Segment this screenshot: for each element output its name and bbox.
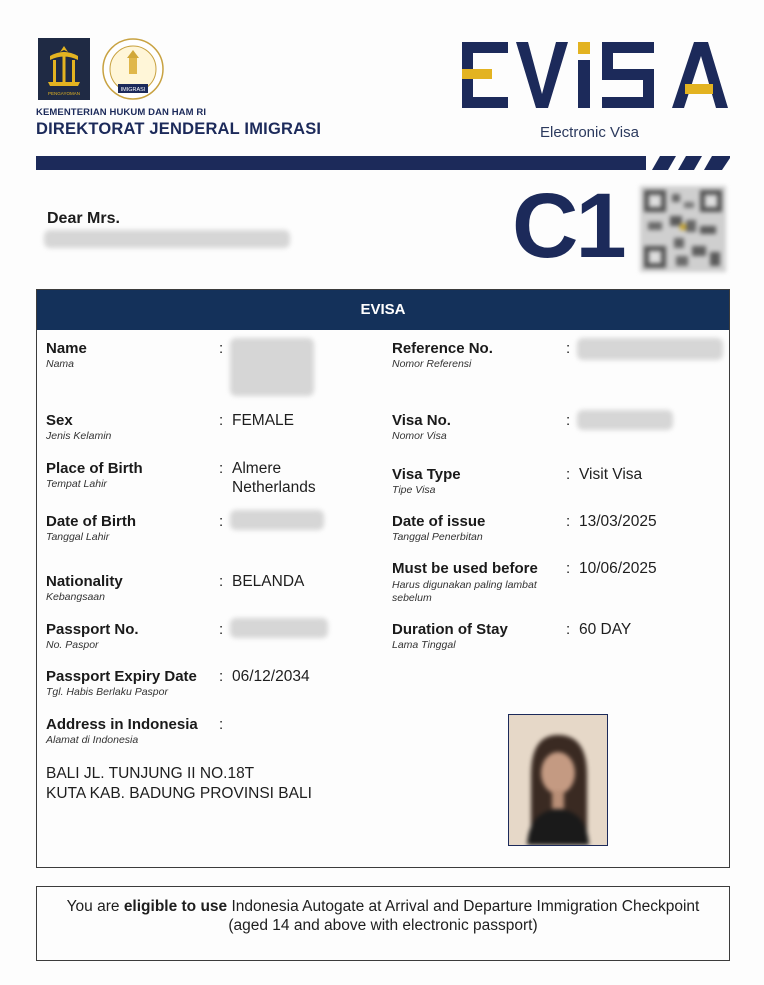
date-of-birth-sublabel: Tanggal Lahir — [46, 531, 110, 543]
evisa-logo — [458, 38, 730, 112]
visa-box-title: EVISA — [37, 290, 729, 330]
sex-label: Sex — [46, 412, 73, 429]
qr-code — [640, 186, 726, 272]
visa-no-label: Visa No. — [392, 412, 451, 429]
visa-no-redacted — [577, 410, 673, 430]
autogate-notice-text — [37, 897, 729, 916]
greeting-salutation: Dear Mrs. — [47, 210, 120, 227]
evisa-subtitle: Electronic Visa — [540, 124, 639, 141]
duration-of-stay-sublabel: Lama Tinggal — [392, 639, 456, 651]
must-be-used-before-sublabel-2: sebelum — [392, 592, 432, 604]
autogate-notice — [36, 886, 730, 961]
passport-no-redacted — [230, 618, 328, 638]
passport-expiry-label: Passport Expiry Date — [46, 668, 197, 685]
notice-age-condition: (aged 14 and above with electronic passport) — [228, 917, 538, 934]
address-line-1: BALI JL. TUNJUNG II NO.18T — [46, 765, 255, 782]
name-value-redacted — [230, 338, 314, 396]
date-of-issue-value: 13/03/2025 — [579, 513, 657, 530]
address-sublabel: Alamat di Indonesia — [46, 734, 139, 746]
visa-type-label: Visa Type — [392, 466, 461, 483]
visa-type-colon: : — [566, 466, 571, 483]
sex-colon: : — [219, 412, 224, 429]
date-of-issue-sublabel: Tanggal Penerbitan — [392, 531, 483, 543]
date-of-birth-label: Date of Birth — [46, 513, 136, 530]
passport-no-colon: : — [219, 621, 224, 638]
duration-of-stay-value: 60 DAY — [579, 621, 632, 638]
must-be-used-before-sublabel: Harus digunakan paling lambat — [392, 579, 537, 591]
date-of-issue-label: Date of issue — [392, 513, 486, 530]
imigrasi-logo — [100, 36, 166, 102]
passport-no-sublabel: No. Paspor — [46, 639, 99, 651]
notice-emphasis: eligible to use — [123, 898, 228, 915]
passport-expiry-sublabel: Tgl. Habis Berlaku Paspor — [46, 686, 168, 698]
sex-sublabel: Jenis Kelamin — [46, 430, 112, 442]
visa-no-sublabel: Nomor Visa — [392, 430, 447, 442]
date-of-issue-colon: : — [566, 513, 571, 530]
svg-text:PENGAYOMAN: PENGAYOMAN — [48, 91, 80, 96]
date-of-birth-redacted — [230, 510, 324, 530]
passport-expiry-value: 06/12/2034 — [232, 668, 310, 685]
ministry-name: KEMENTERIAN HUKUM DAN HAM RI — [36, 107, 207, 118]
address-line-2: KUTA KAB. BADUNG PROVINSI BALI — [46, 785, 312, 802]
name-label: Name — [46, 340, 87, 357]
must-be-used-before-label: Must be used before — [392, 560, 538, 577]
place-of-birth-colon: : — [219, 460, 224, 477]
reference-no-sublabel: Nomor Referensi — [392, 358, 472, 370]
reference-no-colon: : — [566, 340, 571, 357]
name-sublabel: Nama — [46, 358, 75, 370]
place-of-birth-label: Place of Birth — [46, 460, 143, 477]
place-of-birth-country: Netherlands — [232, 479, 316, 496]
nationality-value: BELANDA — [232, 573, 305, 590]
visa-code: C1 — [512, 175, 624, 277]
header-divider — [36, 156, 730, 170]
duration-of-stay-colon: : — [566, 621, 571, 638]
date-of-birth-colon: : — [219, 513, 224, 530]
nationality-colon: : — [219, 573, 224, 590]
must-be-used-before-value: 10/06/2025 — [579, 560, 657, 577]
reference-no-label: Reference No. — [392, 340, 493, 357]
address-colon: : — [219, 716, 224, 733]
passport-no-label: Passport No. — [46, 621, 139, 638]
reference-no-redacted — [577, 338, 723, 360]
place-of-birth-sublabel: Tempat Lahir — [46, 478, 107, 490]
address-value — [46, 764, 312, 804]
visa-no-colon: : — [566, 412, 571, 429]
duration-of-stay-label: Duration of Stay — [392, 621, 508, 638]
applicant-photo — [508, 714, 608, 846]
applicant-name-redacted — [44, 230, 290, 248]
visa-type-sublabel: Tipe Visa — [392, 484, 436, 496]
name-colon: : — [219, 340, 224, 357]
place-of-birth-value: Almere — [232, 460, 282, 477]
passport-expiry-colon: : — [219, 668, 224, 685]
notice-rest: Indonesia Autogate at Arrival and Departure Immigration Checkpoint — [227, 898, 700, 915]
directorate-name: DIREKTORAT JENDERAL IMIGRASI — [36, 120, 322, 138]
must-be-used-before-colon: : — [566, 560, 571, 577]
nationality-sublabel: Kebangsaan — [46, 591, 105, 603]
kemenkumham-logo — [38, 38, 90, 100]
notice-prefix: You are — [66, 898, 124, 915]
visa-type-value: Visit Visa — [579, 466, 643, 483]
address-label: Address in Indonesia — [46, 716, 198, 733]
sex-value: FEMALE — [232, 412, 295, 429]
nationality-label: Nationality — [46, 573, 123, 590]
svg-text:IMIGRASI: IMIGRASI — [120, 87, 146, 93]
